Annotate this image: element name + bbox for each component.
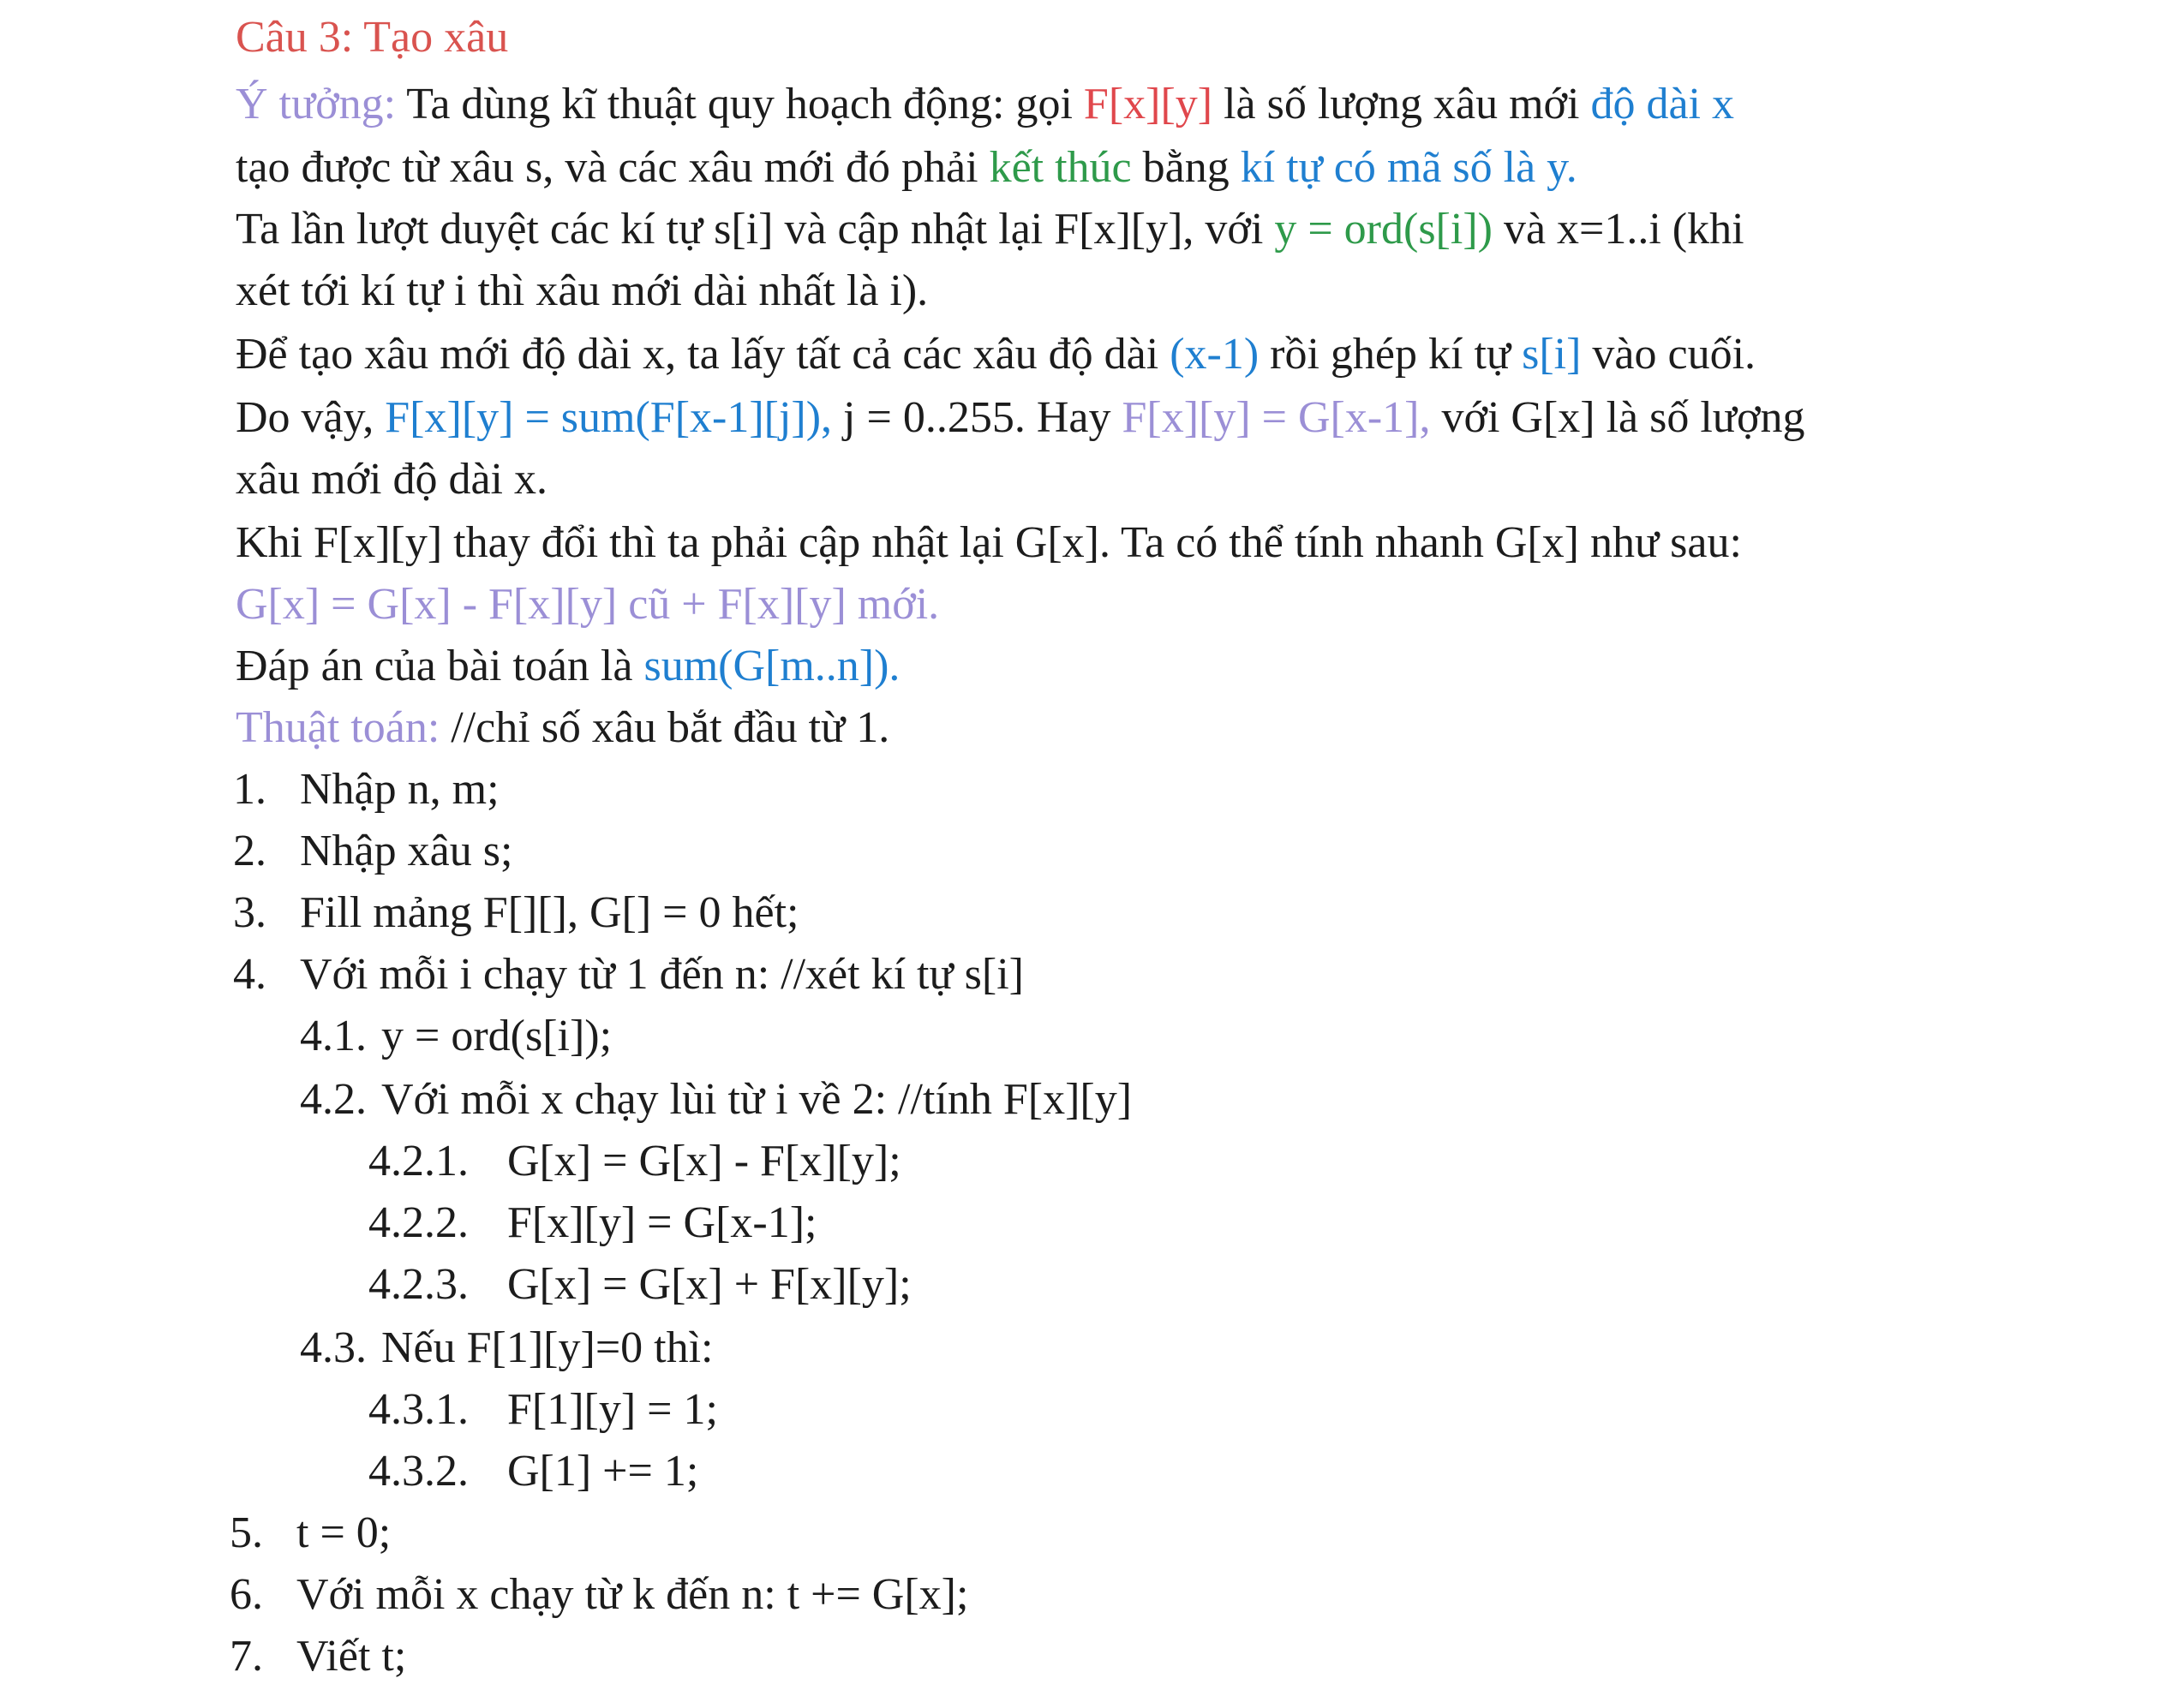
step-4-2-3 xyxy=(368,1259,912,1311)
step-4-1 xyxy=(300,1011,612,1062)
highlight-length: độ dài x xyxy=(1590,80,1734,128)
step-1 xyxy=(233,764,500,815)
step-number: 4.2.1. xyxy=(368,1137,469,1185)
step-4-2-1 xyxy=(368,1136,901,1187)
step-text: Với mỗi x chạy từ k đến n: t += G[x]; xyxy=(296,1570,969,1619)
algorithm-heading xyxy=(236,702,889,754)
idea-line-4: xét tới kí tự i thì xâu mới dài nhất là i). xyxy=(236,266,929,315)
step-number: 5. xyxy=(230,1508,263,1557)
step-text: G[1] += 1; xyxy=(507,1447,699,1496)
step-4 xyxy=(233,949,1024,1000)
idea-line-6 xyxy=(236,392,1805,444)
step-number: 2. xyxy=(233,827,266,875)
step-text: G[x] = G[x] - F[x][y]; xyxy=(507,1137,901,1185)
answer-text: Đáp án của bài toán là xyxy=(236,642,633,690)
formula-sum: F[x][y] = sum(F[x-1][j]), xyxy=(385,393,833,442)
idea-text: rồi ghép kí tự xyxy=(1270,330,1511,379)
step-4-3-2 xyxy=(368,1446,698,1497)
idea-text: Ta lần lượt duyệt các kí tự s[i] và cập nhật lại F[x][y], với xyxy=(236,205,1264,254)
formula-fxy: F[x][y] xyxy=(1083,80,1213,128)
step-4-2 xyxy=(300,1074,1132,1126)
idea-line-7: xâu mới độ dài x. xyxy=(236,455,547,504)
idea-text: Để tạo xâu mới độ dài x, ta lấy tất cả các xâu độ dài xyxy=(236,330,1159,379)
step-text: F[1][y] = 1; xyxy=(507,1385,718,1434)
step-text: Nhập n, m; xyxy=(300,765,500,814)
step-number: 4.3. xyxy=(300,1323,367,1372)
step-2 xyxy=(233,826,512,877)
formula-x-minus-1: (x-1) xyxy=(1170,330,1260,379)
step-text: Nếu F[1][y]=0 thì: xyxy=(381,1323,714,1372)
step-text: Với mỗi i chạy từ 1 đến n: //xét kí tự s[i] xyxy=(300,950,1024,999)
step-text: G[x] = G[x] + F[x][y]; xyxy=(507,1260,912,1309)
step-5 xyxy=(230,1508,391,1559)
step-number: 4.2. xyxy=(300,1075,367,1124)
step-text: Fill mảng F[][], G[] = 0 hết; xyxy=(300,888,799,937)
step-text: F[x][y] = G[x-1]; xyxy=(507,1198,817,1247)
idea-text: vào cuối. xyxy=(1592,330,1756,379)
idea-text: j = 0..255. Hay xyxy=(843,393,1111,442)
step-number: 4.3.2. xyxy=(368,1447,469,1496)
step-4-2-2 xyxy=(368,1197,817,1249)
step-number: 7. xyxy=(230,1632,263,1681)
algorithm-label: Thuật toán: xyxy=(236,703,440,752)
answer-formula: sum(G[m..n]). xyxy=(643,642,901,690)
formula-fxy-gx: F[x][y] = G[x-1], xyxy=(1122,393,1431,442)
idea-text: với G[x] là số lượng xyxy=(1441,393,1805,442)
idea-text: Ta dùng kĩ thuật quy hoạch động: gọi xyxy=(406,80,1073,128)
idea-text: là số lượng xâu mới xyxy=(1224,80,1580,128)
answer-line xyxy=(236,641,900,692)
step-4-3-1 xyxy=(368,1384,718,1436)
idea-line-5 xyxy=(236,329,1756,380)
idea-text: bằng xyxy=(1142,143,1230,192)
step-text: Nhập xâu s; xyxy=(300,827,513,875)
step-text: y = ord(s[i]); xyxy=(381,1012,613,1060)
step-number: 4.2.2. xyxy=(368,1198,469,1247)
step-7 xyxy=(230,1631,406,1682)
formula-si: s[i] xyxy=(1522,330,1582,379)
section-title: Câu 3: Tạo xâu xyxy=(236,13,509,62)
step-number: 1. xyxy=(233,765,266,814)
step-6 xyxy=(230,1569,968,1621)
step-number: 4.3.1. xyxy=(368,1385,469,1434)
step-3 xyxy=(233,887,799,939)
idea-text: tạo được từ xâu s, và các xâu mới đó phải xyxy=(236,143,978,192)
idea-line-1 xyxy=(236,79,1734,130)
algorithm-comment: //chỉ số xâu bắt đầu từ 1. xyxy=(451,703,890,752)
highlight-char-code: kí tự có mã số là y. xyxy=(1240,143,1577,192)
step-number: 4.1. xyxy=(300,1012,367,1060)
highlight-end: kết thúc xyxy=(989,143,1132,192)
step-number: 3. xyxy=(233,888,266,937)
idea-label: Ý tưởng: xyxy=(236,80,397,128)
step-text: Với mỗi x chạy lùi từ i về 2: //tính F[x][y] xyxy=(381,1075,1133,1124)
idea-text: Do vậy, xyxy=(236,393,374,442)
formula-ord: y = ord(s[i]) xyxy=(1274,205,1493,254)
idea-line-8: Khi F[x][y] thay đổi thì ta phải cập nhật lại G[x]. Ta có thể tính nhanh G[x] như sau: xyxy=(236,518,1742,567)
step-number: 4. xyxy=(233,950,266,999)
step-text: Viết t; xyxy=(296,1632,407,1681)
step-text: t = 0; xyxy=(296,1508,392,1557)
idea-line-3 xyxy=(236,204,1744,255)
step-4-3 xyxy=(300,1323,714,1374)
step-number: 6. xyxy=(230,1570,263,1619)
idea-text: và x=1..i (khi xyxy=(1503,205,1744,254)
idea-line-2 xyxy=(236,142,1577,194)
formula-update-gx: G[x] = G[x] - F[x][y] cũ + F[x][y] mới. xyxy=(236,580,940,629)
step-number: 4.2.3. xyxy=(368,1260,469,1309)
